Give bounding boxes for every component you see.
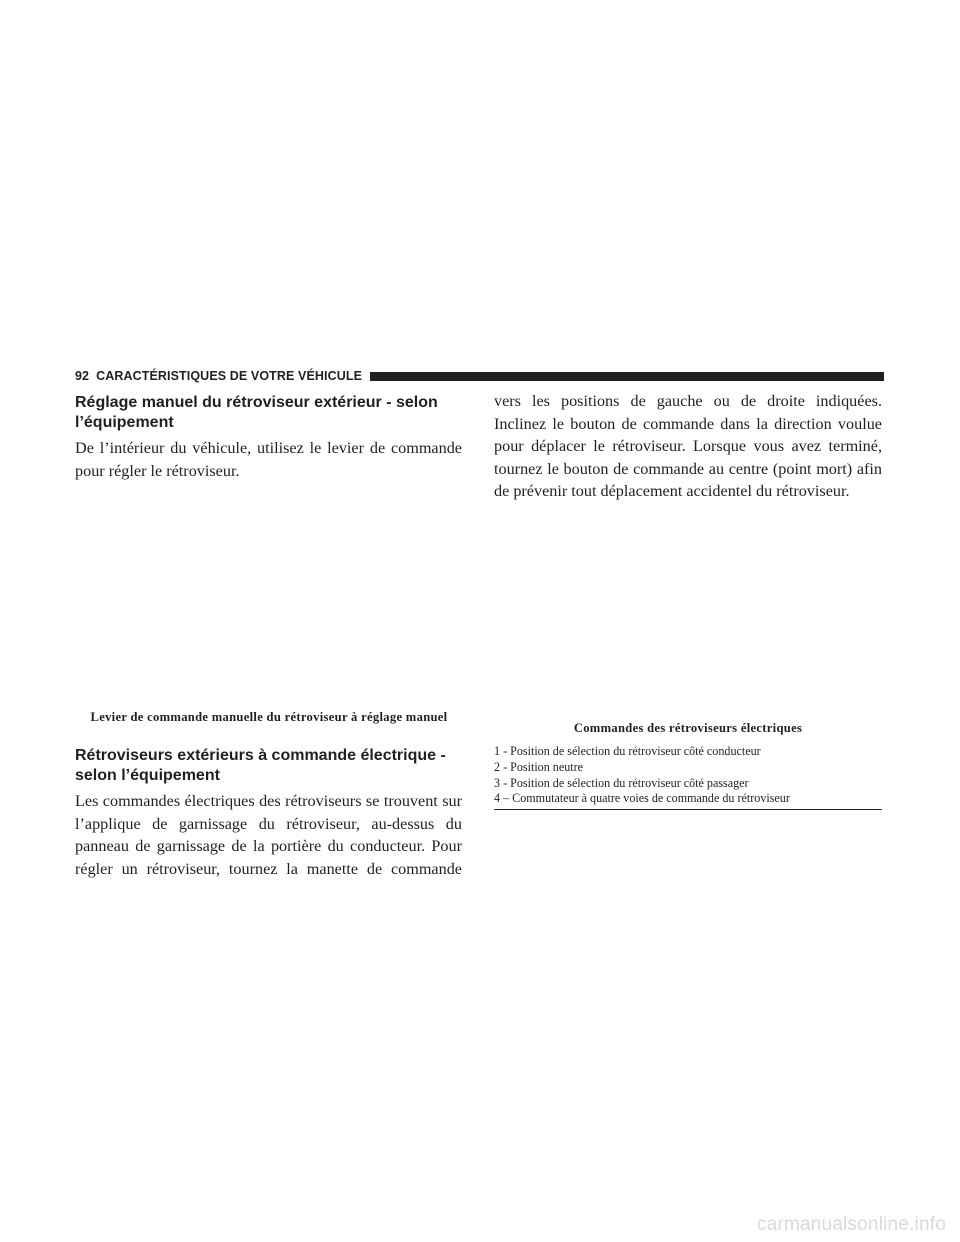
legend-item: 4 – Commutateur à quatre voies de commande du rétroviseur — [494, 791, 790, 806]
header-rule — [370, 372, 884, 381]
section2-heading — [75, 746, 463, 786]
section1-heading-line2: l’équipement — [75, 414, 174, 431]
section2-heading-line2: selon l’équipement — [75, 767, 220, 784]
continued-body: vers les positions de gauche ou de droite indiquées. Inclinez le bouton de commande dans la direction voulue pour déplacer le rétroviseur. Lorsque vous avez terminé, tournez le bouton de commande au centre (point mort) afin de prévenir tout déplacement accidentel du rétroviseur. — [494, 392, 882, 500]
watermark: carmanualsonline.info — [756, 1214, 946, 1235]
figure2-caption: Commandes des rétroviseurs électriques — [573, 721, 803, 735]
legend-item: 3 - Position de sélection du rétroviseur côté passager — [494, 775, 749, 790]
figure2-legend — [494, 744, 882, 807]
section-title: CARACTÉRISTIQUES DE VOTRE VÉHICULE — [96, 369, 363, 383]
legend-item: 1 - Position de sélection du rétroviseur côté conducteur — [494, 744, 761, 758]
section2-body: Les commandes électriques des rétroviseurs se trouvent sur l’applique de garnissage du rétroviseur, au-dessus du panneau de garnissage de la portière du conducteur. Pour régler un rétroviseur, tournez la manette de commande — [75, 792, 462, 878]
section2-heading-line1: Rétroviseurs extérieurs à commande électrique - — [75, 747, 446, 764]
section1-heading — [75, 393, 463, 433]
section1-heading-line1: Réglage manuel du rétroviseur extérieur - selon — [75, 394, 438, 411]
figure1-caption: Levier de commande manuelle du rétroviseur à réglage manuel — [90, 710, 448, 724]
section1-body: De l’intérieur du véhicule, utilisez le levier de commande pour régler le rétroviseur. — [75, 439, 462, 480]
page-number: 92 — [75, 369, 90, 383]
legend-rule — [494, 809, 882, 810]
page-header — [75, 367, 884, 385]
legend-item: 2 - Position neutre — [494, 759, 584, 774]
